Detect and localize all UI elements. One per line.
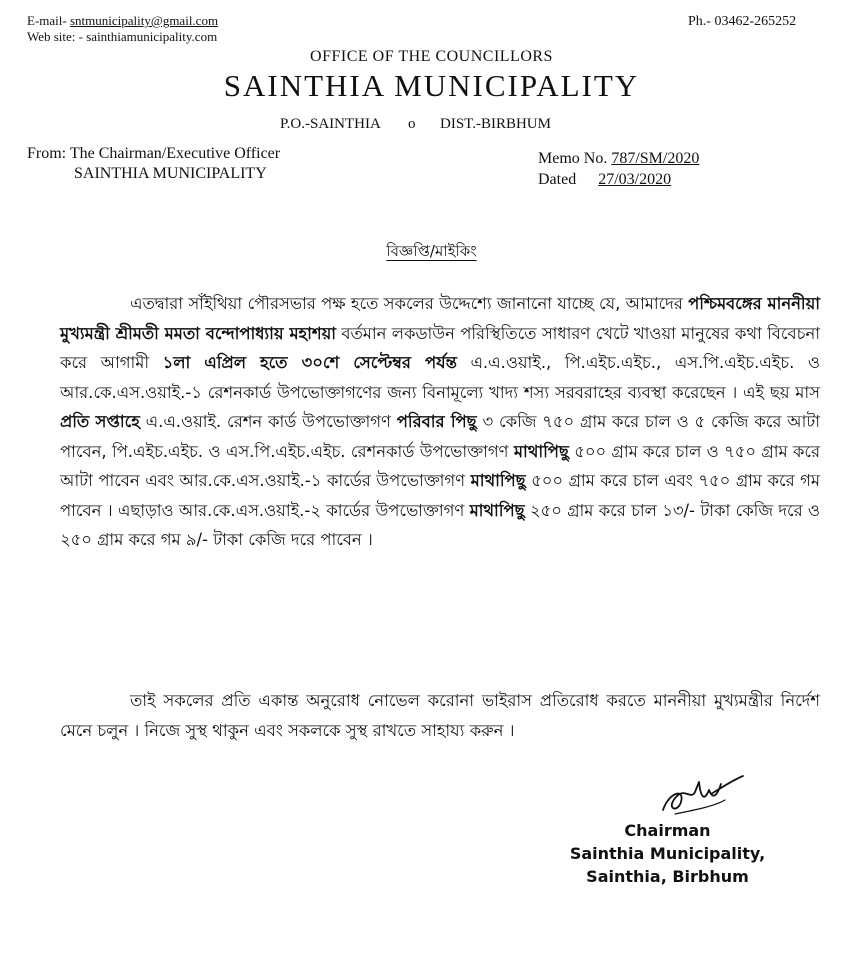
memo-number: 787/SM/2020 — [611, 150, 700, 167]
signature-block — [560, 819, 775, 888]
notice-paragraph-2: তাই সকলের প্রতি একান্ত অনুরোধ নোভেল করোনা ভাইরাস প্রতিরোধ করতে মাননীয়া মুখ্যমন্ত্রীর নির্দেশ মেনে চলুন । নিজে সুস্থ থাকুন এবং সকলকে সুস্থ রাখতে সাহায্য করুন । — [60, 691, 820, 740]
signatory-title: Chairman — [624, 821, 711, 840]
body-text: এ.এ.ওয়াই., পি.এইচ.এইচ., এস.পি.এইচ.এইচ. ও আর.কে.এস.ওয়াই.-১ রেশনকার্ড উপভোক্তাগণের জন্য বিনামূল্যে খাদ্য শস্য সরবরাহের ব্যবস্থা করেছেন । এই ছয় মাস — [60, 353, 820, 402]
website-line: Web site: - sainthiamunicipality.com — [27, 29, 218, 44]
date-label: Dated — [538, 171, 577, 188]
office-title: OFFICE OF THE COUNCILLORS — [310, 48, 553, 65]
municipality-name: SAINTHIA MUNICIPALITY — [223, 68, 640, 103]
email-address[interactable]: sntmunicipality@gmail.com — [69, 13, 219, 28]
body-text: এতদ্বারা সাঁইথিয়া পৌরসভার পক্ষ হতে সকলের উদ্দেশ্যে জানানো যাচ্ছে যে, আমাদের — [130, 294, 689, 313]
emphasis-text: পরিবার পিছু — [396, 412, 477, 431]
emphasis-text: প্রতি সপ্তাহে — [60, 412, 140, 431]
email-line — [27, 13, 218, 29]
emphasis-text: মাথাপিছু — [513, 441, 569, 461]
notice-body — [60, 289, 820, 555]
email-label: E-mail- — [27, 13, 67, 28]
from-office: SAINTHIA MUNICIPALITY — [74, 165, 267, 182]
memo-date-line — [538, 171, 671, 189]
emphasis-text: ১লা এপ্রিল হতে ৩০শে সেপ্টেম্বর পর্যন্ত — [162, 353, 457, 372]
emphasis-text: পশ্চিমবঙ্গের মাননীয়া মুখ্যমন্ত্রী শ্রীমতী মমতা বন্দোপাধ্যায় মহাশয়া — [60, 294, 820, 343]
body-text: ২৫০ গ্রাম করে চাল ১৩/- টাকা কেজি দরে ও ২৫০ গ্রাম করে গম ৯/- টাকা কেজি দরে পাবেন । — [60, 500, 820, 549]
body-text: ৫০০ গ্রাম করে চাল এবং ৭৫০ গ্রাম করে গম পাবেন । এছাড়াও আর.কে.এস.ওয়াই.-২ কার্ডের উপভোক্তাগণ — [60, 471, 820, 520]
address-separator: o — [408, 116, 416, 132]
notice-closing — [60, 686, 820, 745]
phone-number: Ph.- 03462-265252 — [688, 14, 797, 29]
memo-label: Memo No. — [538, 150, 608, 167]
body-text: বর্তমান লকডাউন পরিস্থিতিতে সাধারণ খেটে খাওয়া মানুষের কথা বিবেচনা করে আগামী — [60, 323, 820, 372]
district: DIST.-BIRBHUM — [440, 116, 551, 132]
body-text: ৫০০ গ্রাম করে চাল ও ৭৫০ গ্রাম করে আটা পাবেন এবং আর.কে.এস.ওয়াই.-১ কার্ডের উপভোক্তাগণ — [60, 441, 821, 490]
signatory-organisation: Sainthia Municipality, — [569, 844, 766, 863]
notice-title: বিজ্ঞপ্তি/মাইকিং — [386, 242, 477, 260]
body-text: ৩ কেজি ৭৫০ গ্রাম করে চাল ও ৫ কেজি করে আটা পাবেন, পি.এইচ.এইচ. ও এস.পি.এইচ.এইচ. রেশনকার্ড উপভোক্তাগণ — [60, 412, 820, 461]
memo-number-line — [538, 150, 699, 168]
signatory-place: Sainthia, Birbhum — [586, 867, 749, 886]
memo-date: 27/03/2020 — [598, 171, 672, 188]
emphasis-text: মাথাপিছু — [469, 500, 525, 520]
handwritten-signature — [655, 770, 750, 820]
post-office: P.O.-SAINTHIA — [280, 116, 381, 132]
notice-paragraph-1 — [60, 289, 820, 555]
body-text: এ.এ.ওয়াই. রেশন কার্ড উপভোক্তাগণ — [139, 412, 397, 431]
emphasis-text: মাথাপিছু — [470, 471, 526, 490]
from-line: From: The Chairman/Executive Officer — [27, 145, 281, 162]
